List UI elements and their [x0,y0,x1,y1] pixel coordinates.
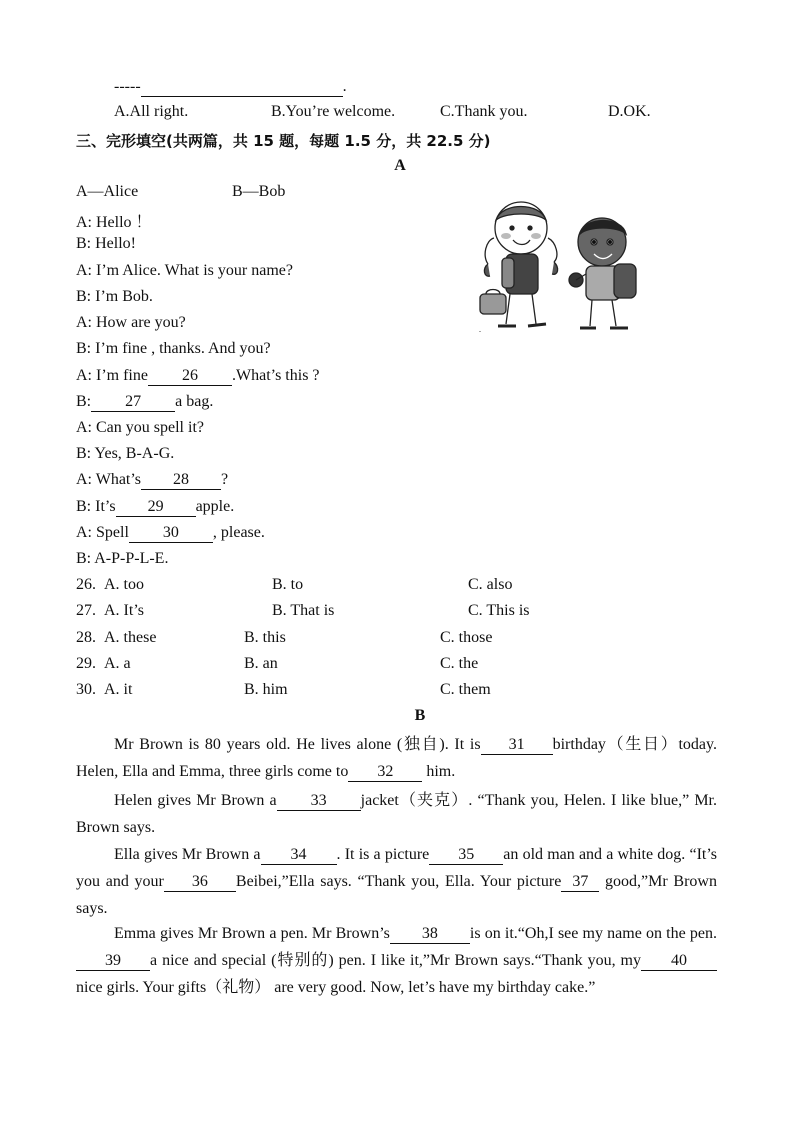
para-text: Emma gives Mr Brown a pen. Mr Brown’s [114,925,390,942]
q28-num: 28. [76,629,96,646]
dialog-text: a bag. [175,393,214,410]
blank-39[interactable]: 39 [76,952,150,971]
q30-num: 30. [76,681,96,698]
dialog-line-8 [76,393,213,412]
q26-num: 26. [76,576,96,593]
dialog-text: apple. [195,498,235,515]
dialog-line-3: A: I’m Alice. What is your name? [76,262,293,279]
q30-option-a[interactable]: A. it [104,681,133,698]
dialog-line-5: A: How are you? [76,314,186,331]
blank-32[interactable]: 32 [348,763,422,782]
q30-option-b[interactable]: B. him [244,681,288,698]
q29-option-b[interactable]: B. an [244,655,278,672]
q26-option-a[interactable]: A. too [104,576,144,593]
q26-option-b[interactable]: B. to [272,576,304,593]
blank-37[interactable]: 37 [561,873,599,892]
para-text: Beibei,”Ella says. “Thank you, Ella. Your picture [235,873,562,890]
dialog-text: B: [76,393,92,410]
q27-option-b[interactable]: B. That is [272,602,335,619]
para-text: Mr Brown is 80 years old. He lives alone (独自). It is [114,736,481,753]
dialog-text: A: I’m fine [76,367,148,384]
blank-36[interactable]: 36 [164,873,236,892]
dialog-line-2: B: Hello! [76,235,136,252]
dialog-text: .What’s this ? [231,367,320,384]
para-text: a nice and special (特别的) pen. I like it,”Mr Brown says.“Thank you, my [150,952,641,969]
para-text: Ella gives Mr Brown a [114,846,261,863]
prev-option-b: B.You’re welcome. [271,103,396,120]
prev-blank [141,78,343,97]
kids-illustration [476,198,656,338]
q26-option-c[interactable]: C. also [468,576,513,593]
passage-b-paragraph-4 [76,920,717,1001]
dialog-line-12 [76,498,234,517]
para-text: Helen gives Mr Brown a [114,792,277,809]
q29-num: 29. [76,655,96,672]
blank-31[interactable]: 31 [481,736,553,755]
q28-option-c[interactable]: C. those [440,629,493,646]
dialog-text: B: It’s [76,498,116,515]
speaker-alice: A—Alice [76,183,139,200]
dialog-line-10: B: Yes, B-A-G. [76,445,175,462]
blank-34[interactable]: 34 [261,846,337,865]
dialog-line-6: B: I’m fine , thanks. And you? [76,340,271,357]
dialog-line-7 [76,367,320,386]
blank-33[interactable]: 33 [277,792,361,811]
passage-b-paragraph-1 [76,731,717,785]
blank-28[interactable]: 28 [141,471,221,490]
q27-num: 27. [76,602,96,619]
blank-29[interactable]: 29 [116,498,196,517]
q29-option-c[interactable]: C. the [440,655,479,672]
blank-26[interactable]: 26 [148,367,232,386]
blank-27[interactable]: 27 [91,393,175,412]
prev-answer-line [114,78,347,97]
para-text: . It is a picture [336,846,430,863]
para-text: him. [422,763,456,780]
prev-option-c: C.Thank you. [440,103,528,120]
blank-38[interactable]: 38 [390,925,470,944]
dialog-line-4: B: I’m Bob. [76,288,153,305]
blank-40[interactable]: 40 [641,952,717,971]
blank-30[interactable]: 30 [129,524,213,543]
dialog-text: , please. [212,524,265,541]
dialog-line-11 [76,471,228,490]
prev-option-d: D.OK. [608,103,651,120]
dialog-line-1: A: Hello ！ [76,214,152,231]
para-text: birthday（生日）today. Helen, Ella and Emma, three girls come to [76,736,717,780]
q27-option-a[interactable]: A. It’s [104,602,144,619]
dialog-text: ? [221,471,229,488]
q29-option-a[interactable]: A. a [104,655,131,672]
dialog-text: A: What’s [76,471,142,488]
para-text: is on it.“Oh,I see my name on the pen. [469,925,718,942]
para-text: an old man and a white dog. “It’s you and your [76,846,718,890]
q28-option-b[interactable]: B. this [244,629,286,646]
blank-35[interactable]: 35 [429,846,503,865]
q30-option-c[interactable]: C. them [440,681,491,698]
para-text: jacket（夹克）. “Thank you, Helen. I like blue,” Mr. Brown says. [76,792,717,836]
dialog-line-13 [76,524,265,543]
section-title: 三、完形填空(共两篇，共 15 题，每题 1.5 分，共 22.5 分) [76,132,491,150]
dialog-line-9: A: Can you spell it? [76,419,204,436]
illustration-dot: . [479,325,481,334]
para-text: nice girls. Your gifts（礼物） are very good. Now, let’s have my birthday cake.” [76,979,596,996]
para-text: good,”Mr Brown says. [76,873,717,917]
q28-option-a[interactable]: A. these [104,629,157,646]
q27-option-c[interactable]: C. This is [468,602,530,619]
passage-b-paragraph-3 [76,841,717,922]
prev-period: . [342,78,347,95]
passage-b-paragraph-2 [76,787,717,841]
prev-prefix: ----- [114,78,141,95]
passage-b-label: B [414,707,426,724]
passage-a-label: A [394,157,406,174]
prev-option-a: A.All right. [114,103,189,120]
dialog-line-14: B: A-P-P-L-E. [76,550,169,567]
dialog-text: A: Spell [76,524,129,541]
speaker-bob: B—Bob [232,183,286,200]
